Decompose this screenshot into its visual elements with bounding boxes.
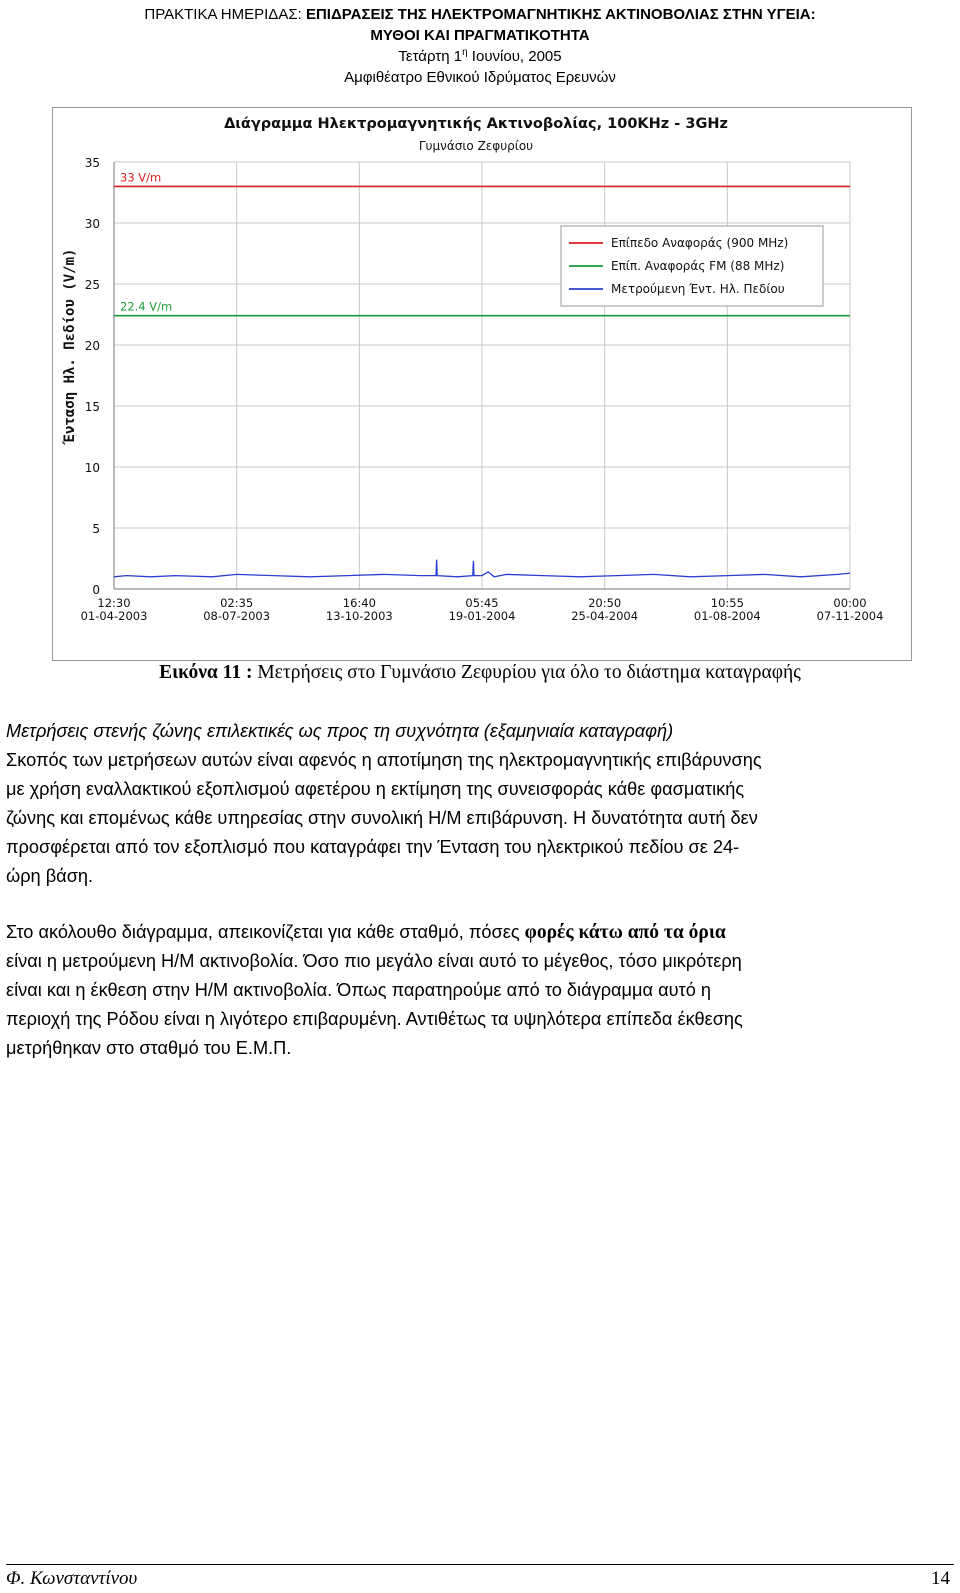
paragraph-line: [6, 918, 954, 947]
header-venue: Αμφιθέατρο Εθνικού Ιδρύματος Ερευνών: [344, 69, 616, 86]
caption-text: Μετρήσεις στο Γυμνάσιο Ζεφυρίου για όλο το διάστημα καταγραφής: [257, 662, 801, 683]
chart-title: Διάγραμμα Ηλεκτρομαγνητικής Ακτινοβολίας, 100KHz - 3GHz: [224, 116, 728, 132]
y-tick-label: 15: [84, 400, 100, 414]
legend-entry: Μετρούμενη Έντ. Ηλ. Πεδίου: [611, 282, 785, 296]
bold-phrase: φορές κάτω από τα όρια: [524, 922, 726, 943]
reference-line-label: 33 V/m: [120, 170, 162, 185]
paragraph-line: Σκοπός των μετρήσεων αυτών είναι αφενός η αποτίμηση της ηλεκτρομαγνητικής επιβάρυνσης: [6, 750, 762, 770]
x-tick-time: 05:45: [465, 596, 499, 610]
paragraph-line: ζώνης και επομένως κάθε υπηρεσίας στην συνολική Η/Μ επιβάρυνση. Η δυνατότητα αυτή δεν: [6, 808, 758, 828]
y-tick-label: 0: [92, 583, 100, 597]
paragraph-narrowband: [6, 717, 954, 891]
x-tick-time: 20:50: [588, 596, 622, 610]
y-tick-label: 35: [84, 156, 100, 170]
paragraph-line: με χρήση εναλλακτικού εξοπλισμού αφετέρου η εκτίμηση της συνεισφοράς κάθε φασματικής: [6, 779, 745, 799]
x-tick-date: 13-10-2003: [325, 609, 393, 623]
radiation-chart: [52, 107, 912, 661]
header-title-1: ΕΠΙΔΡΑΣΕΙΣ ΤΗΣ ΗΛΕΚΤΡΟΜΑΓΝΗΤΙΚΗΣ ΑΚΤΙΝΟΒΟΛΙΑΣ ΣΤΗΝ ΥΓΕΙΑ:: [305, 6, 816, 23]
y-tick-label: 5: [92, 522, 100, 536]
footer-author: Φ. Κωνσταντίνου: [6, 1568, 138, 1589]
x-tick-time: 10:55: [710, 596, 744, 610]
header-date: [0, 46, 960, 67]
figure-caption: [0, 662, 960, 684]
paragraph-stations: [6, 918, 954, 1063]
x-tick-time: 12:30: [97, 596, 131, 610]
reference-line-label: 22.4 V/m: [120, 299, 173, 314]
y-tick-label: 30: [84, 217, 100, 231]
page-number: 14: [931, 1568, 950, 1589]
x-tick-time: 16:40: [342, 596, 376, 610]
x-tick-time: 02:35: [220, 596, 254, 610]
chart-subtitle: Γυμνάσιο Ζεφυρίου: [418, 139, 534, 153]
x-tick-date: 19-01-2004: [448, 609, 516, 623]
paragraph-line: περιοχή της Ρόδου είναι η λιγότερο επιβαρυμένη. Αντιθέτως τα υψηλότερα επίπεδα έκθεσης: [6, 1009, 743, 1029]
header-line-1: [0, 4, 960, 25]
paragraph-line: είναι και η έκθεση στην Η/Μ ακτινοβολία. Όπως παρατηρούμε από το διάγραμμα αυτό η: [6, 980, 712, 1000]
x-tick-date: 08-07-2003: [203, 609, 271, 623]
chart-svg: [53, 108, 911, 660]
y-tick-label: 20: [84, 339, 100, 353]
paragraph-line: ώρη βάση.: [6, 866, 94, 886]
footer-divider: [6, 1564, 954, 1565]
caption-label: Εικόνα 11 :: [159, 662, 258, 683]
paragraph-line: μετρήθηκαν στο σταθμό του Ε.Μ.Π.: [6, 1038, 292, 1058]
legend-entry: Επίπ. Αναφοράς FM (88 MHz): [611, 259, 785, 273]
paragraph-line: προσφέρεται από τον εξοπλισμό που καταγράφει την Ένταση του ηλεκτρικού πεδίου σε 24-: [6, 837, 740, 857]
y-axis-label: Ένταση Ηλ. Πεδίου (V/m): [62, 248, 78, 443]
x-tick-date: 07-11-2004: [816, 609, 884, 623]
header-prefix: ΠΡΑΚΤΙΚΑ ΗΜΕΡΙΔΑΣ:: [144, 6, 306, 23]
header-date-sup: η: [462, 47, 468, 58]
x-tick-date: 01-08-2004: [693, 609, 761, 623]
paragraph-text: Στο ακόλουθο διάγραμμα, απεικονίζεται για κάθε σταθμό, πόσες: [6, 922, 525, 942]
header-date-main: Τετάρτη 1: [398, 48, 463, 65]
section-subhead: Μετρήσεις στενής ζώνης επιλεκτικές ως προς τη συχνότητα (εξαμηνιαία καταγραφή): [6, 721, 674, 741]
x-tick-date: 25-04-2004: [571, 609, 639, 623]
paragraph-line: είναι η μετρούμενη Η/Μ ακτινοβολία. Όσο πιο μεγάλο είναι αυτό το μέγεθος, τόσο μικρότερη: [6, 951, 742, 971]
header-title-2: ΜΥΘΟΙ ΚΑΙ ΠΡΑΓΜΑΤΙΚΟΤΗΤΑ: [370, 27, 590, 44]
x-tick-time: 00:00: [833, 596, 867, 610]
y-tick-label: 10: [84, 461, 100, 475]
header-date-rest: Ιουνίου, 2005: [467, 48, 562, 65]
page-header: [0, 4, 960, 88]
x-tick-date: 01-04-2003: [80, 609, 148, 623]
y-tick-label: 25: [84, 278, 100, 292]
legend-entry: Επίπεδο Αναφοράς (900 MHz): [611, 236, 789, 250]
